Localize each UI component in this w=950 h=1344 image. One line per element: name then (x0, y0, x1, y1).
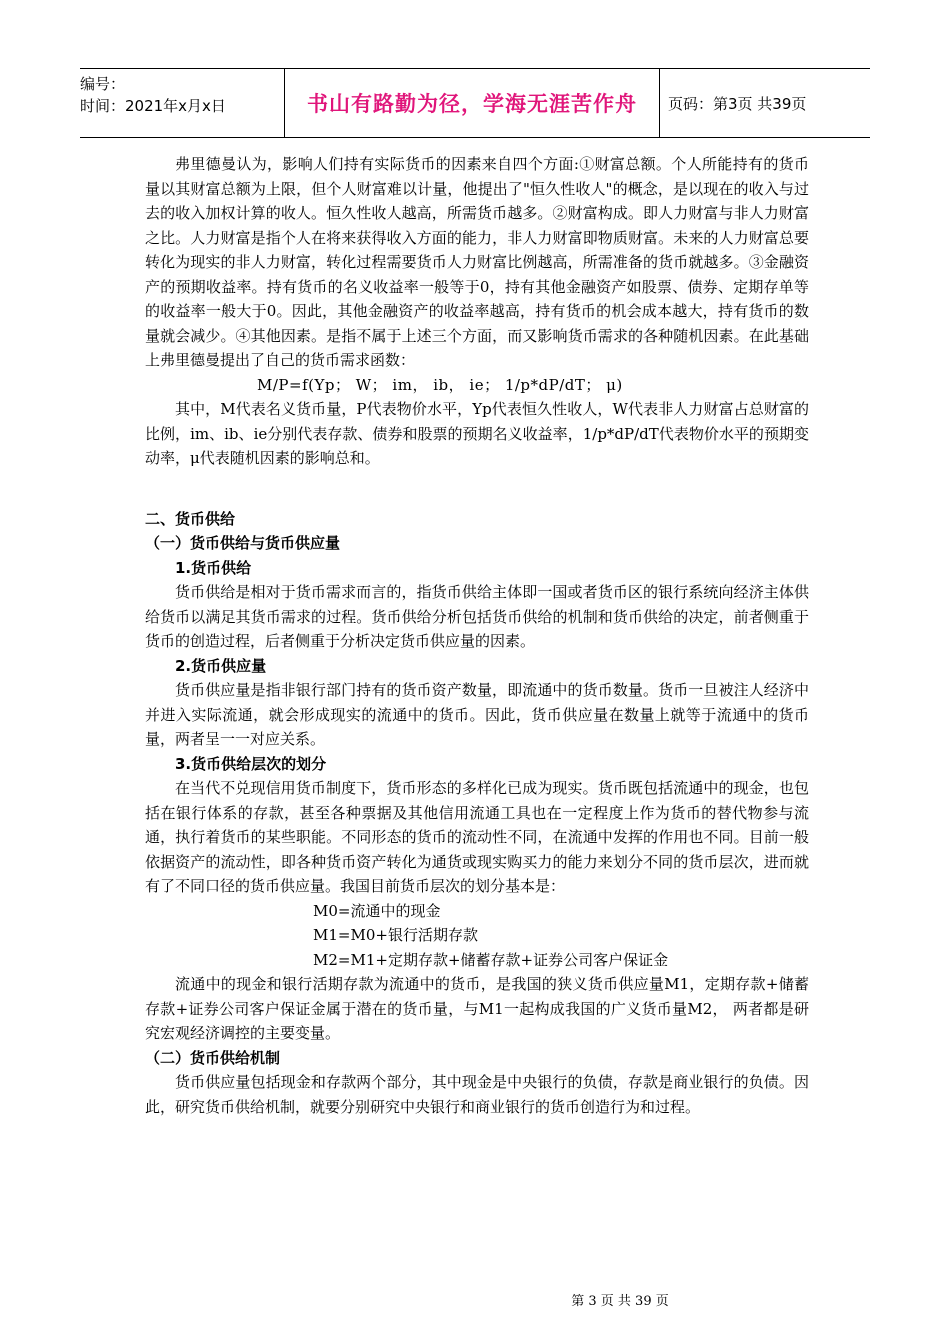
definition-m2: M2=M1+定期存款+储蓄存款+证券公司客户保证金 (313, 950, 669, 969)
doc-date: 时间：2021年x月x日 (80, 97, 226, 115)
footer-page-number: 第 3 页 共 39 页 (571, 1294, 669, 1309)
header-page-info: 页码：第3页 共39页 (668, 94, 807, 113)
paragraph-supply-levels: 在当代不兑现信用货币制度下，货币形态的多样化已成为现实。货币既包括流通中的现金，也包括在银行体系的存款，甚至各种票据及其他信用流通工具也在一定程度上作为货币的替代物参与流通，执行着货币的某些职能。不同形态的货币的流动性不同，在流通中发挥的作用也不同。目前一般依据资产的流动性，即各种货币资产转化为通货或现实购买力的能力来划分不同的货币层次，进而就有了不同口径的货币供应量。我国目前货币层次的划分基本是： (145, 779, 809, 895)
paragraph-supply-mechanism: 货币供应量包括现金和存款两个部分，其中现金是中央银行的负债，存款是商业银行的负债。因此，研究货币供给机制，就要分别研究中央银行和商业银行的货币创造行为和过程。 (145, 1073, 809, 1116)
paragraph-m1-m2: 流通中的现金和银行活期存款为流通中的货币，是我国的狭义货币供应量M1，定期存款+储蓄存款+证券公司客户保证金属于潜在的货币量，与M1一起构成我国的广义货币量M2， 两者都是研究宏观经济调控的主要变量。 (145, 975, 809, 1042)
page-footer (0, 1290, 950, 1309)
item-heading-money-quantity: 2.货币供应量 (175, 656, 267, 675)
page-header (80, 68, 870, 138)
paragraph-money-supply-definition: 货币供给是相对于货币需求而言的，指货币供给主体即一国或者货币区的银行系统向经济主体供给货币以满足其货币需求的过程。货币供给分析包括货币供给的机制和货币供给的决定，前者侧重于货币的创造过程，后者侧重于分析决定货币供应量的因素。 (145, 583, 809, 650)
doc-number-label: 编号： (80, 75, 126, 93)
definition-m0: M0=流通中的现金 (313, 901, 441, 920)
paragraph-money-quantity: 货币供应量是指非银行部门持有的货币资产数量，即流通中的货币数量。货币一旦被注人经济中并进入实际流通，就会形成现实的流通中的货币。因此，货币供应量在数量上就等于流通中的货币量，两者呈一一对应关系。 (145, 681, 809, 748)
header-meta (80, 69, 284, 137)
spacer (145, 471, 809, 507)
section-heading-money-supply: 二、货币供给 (145, 509, 236, 528)
subsection-heading-supply-mechanism: （二）货币供给机制 (145, 1048, 281, 1067)
subsection-heading-supply-and-quantity: （一）货币供给与货币供应量 (145, 534, 341, 552)
item-heading-money-supply: 1.货币供给 (175, 558, 252, 577)
header-motto: 书山有路勤为径，学海无涯苦作舟 (284, 69, 660, 137)
paragraph-formula-explanation: 其中，M代表名义货币量，P代表物价水平，Yp代表恒久性收人，W代表非人力财富占总财富的比例，im、ib、ie分别代表存款、债券和股票的预期名义收益率，1/p*dP/dT代表物价水平的预期变动率，μ代表随机因素的影响总和。 (145, 400, 809, 467)
paragraph-friedman-factors: 弗里德曼认为，影响人们持有实际货币的因素来自四个方面:①财富总额。个人所能持有的货币量以其财富总额为上限，但个人财富难以计量，他提出了"恒久性收人"的概念，是以现在的收入与过去的收入加权计算的收人。恒久性收人越高，所需货币越多。②财富构成。即人力财富与非人力财富之比。人力财富是指个人在将来获得收入方面的能力，非人力财富即物质财富。未来的人力财富总要转化为现实的非人力财富，转化过程需要货币人力财富比例越高，所需准备的货币就越多。③金融资产的预期收益率。持有货币的名义收益率一般等于0，持有其他金融资产如股票、债券、定期存单等的收益率一般大于0。因此，其他金融资产的收益率越高，持有货币的机会成本越大，持有货币的数量就会减少。④其他因素。是指不属于上述三个方面，而又影响货币需求的各种随机因素。在此基础上弗里德曼提出了自己的货币需求函数： (145, 155, 809, 369)
demand-function-formula: M/P=f(Yp； W； im， ib， ie； 1/p*dP/dT； μ) (257, 375, 623, 394)
definition-m1: M1=M0+银行活期存款 (313, 926, 478, 944)
item-heading-supply-levels: 3.货币供给层次的划分 (175, 754, 327, 773)
document-body (145, 152, 809, 1119)
